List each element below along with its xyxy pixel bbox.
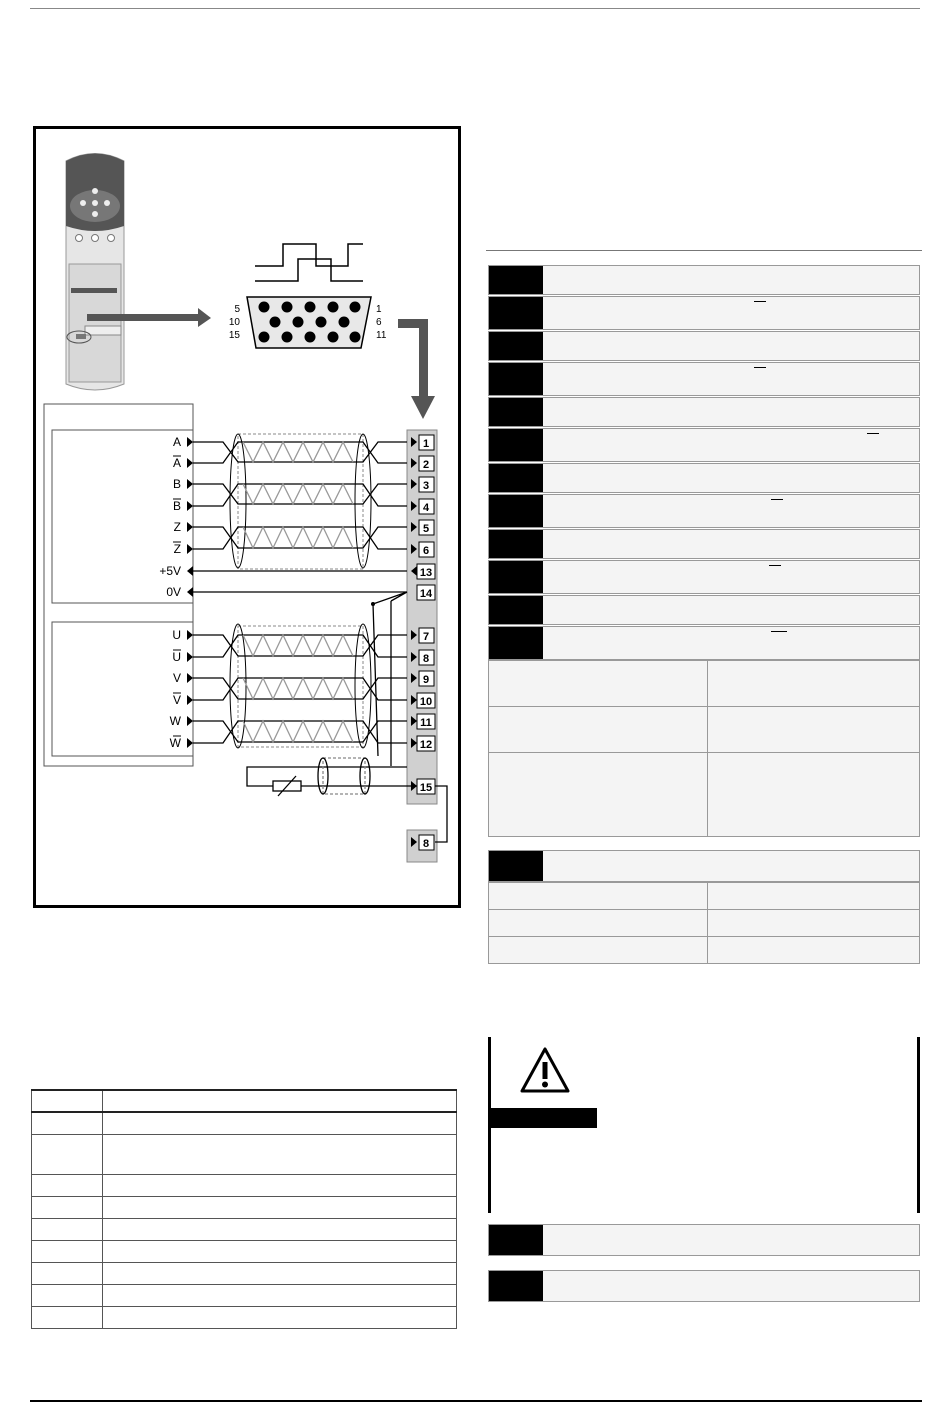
parameter-row (488, 850, 920, 882)
signal-label-5v: +5V (159, 564, 181, 578)
terminal-9: 9 (422, 674, 430, 686)
pin-label-11: 11 (376, 330, 387, 341)
warning-label (491, 1108, 597, 1128)
dsub-15-connector (247, 297, 371, 348)
pin-label-15: 15 (228, 330, 240, 341)
terminal-7: 7 (422, 631, 430, 643)
parameter-row (488, 265, 920, 295)
parameter-row (488, 494, 920, 528)
terminal-8-lower: 8 (422, 838, 430, 850)
terminal-6: 6 (422, 545, 430, 557)
signal-label-u-inv: U (172, 650, 181, 664)
terminal-10: 10 (419, 696, 433, 708)
signal-label-0v: 0V (166, 585, 181, 599)
parameter-row (488, 428, 920, 462)
signal-label-w-inv: W (169, 736, 181, 750)
encoder-wiring-diagram (33, 126, 461, 908)
header-rule (30, 8, 920, 9)
parameter-row (488, 397, 920, 427)
signal-label-v: V (172, 671, 181, 685)
terminal-11: 11 (420, 717, 432, 729)
parameter-values-table (488, 882, 920, 964)
terminal-15: 15 (419, 782, 433, 794)
warning-triangle-icon (518, 1045, 572, 1095)
terminal-5: 5 (422, 523, 430, 535)
connection-table (31, 1089, 457, 1329)
signal-label-a-inv: A (172, 456, 181, 470)
signal-label-b-inv: B (172, 499, 181, 513)
section-rule (486, 250, 922, 251)
parameter-row (488, 560, 920, 594)
pin-label-1: 1 (376, 304, 382, 315)
parameter-row (488, 1270, 920, 1302)
signal-label-z: Z (173, 520, 181, 534)
terminal-14: 14 (419, 588, 433, 600)
parameter-row (488, 529, 920, 559)
terminal-3: 3 (422, 480, 430, 492)
parameter-row (488, 595, 920, 625)
terminal-13: 13 (419, 567, 433, 579)
pin-label-6: 6 (376, 317, 382, 328)
terminal-12: 12 (419, 739, 433, 751)
parameter-row (488, 463, 920, 493)
parameter-row (488, 362, 920, 396)
parameter-values-table (488, 660, 920, 837)
signal-label-w: W (169, 714, 181, 728)
drive-keypad-unit (66, 154, 124, 391)
pin-label-5: 5 (234, 304, 240, 315)
signal-label-a: A (172, 435, 181, 449)
signal-label-u: U (172, 628, 181, 642)
warning-box (488, 1037, 920, 1213)
signal-label-v-inv: V (172, 693, 181, 707)
parameter-row (488, 626, 920, 660)
terminal-2: 2 (422, 459, 430, 471)
parameter-row (488, 296, 920, 330)
signal-label-b: B (172, 477, 181, 491)
terminal-4: 4 (422, 502, 430, 514)
parameter-row (488, 331, 920, 361)
terminal-1: 1 (422, 438, 430, 450)
pin-label-10: 10 (228, 317, 240, 328)
footer-rule (30, 1400, 922, 1402)
parameter-row (488, 1224, 920, 1256)
signal-label-z-inv: Z (173, 542, 181, 556)
terminal-8: 8 (422, 653, 430, 665)
